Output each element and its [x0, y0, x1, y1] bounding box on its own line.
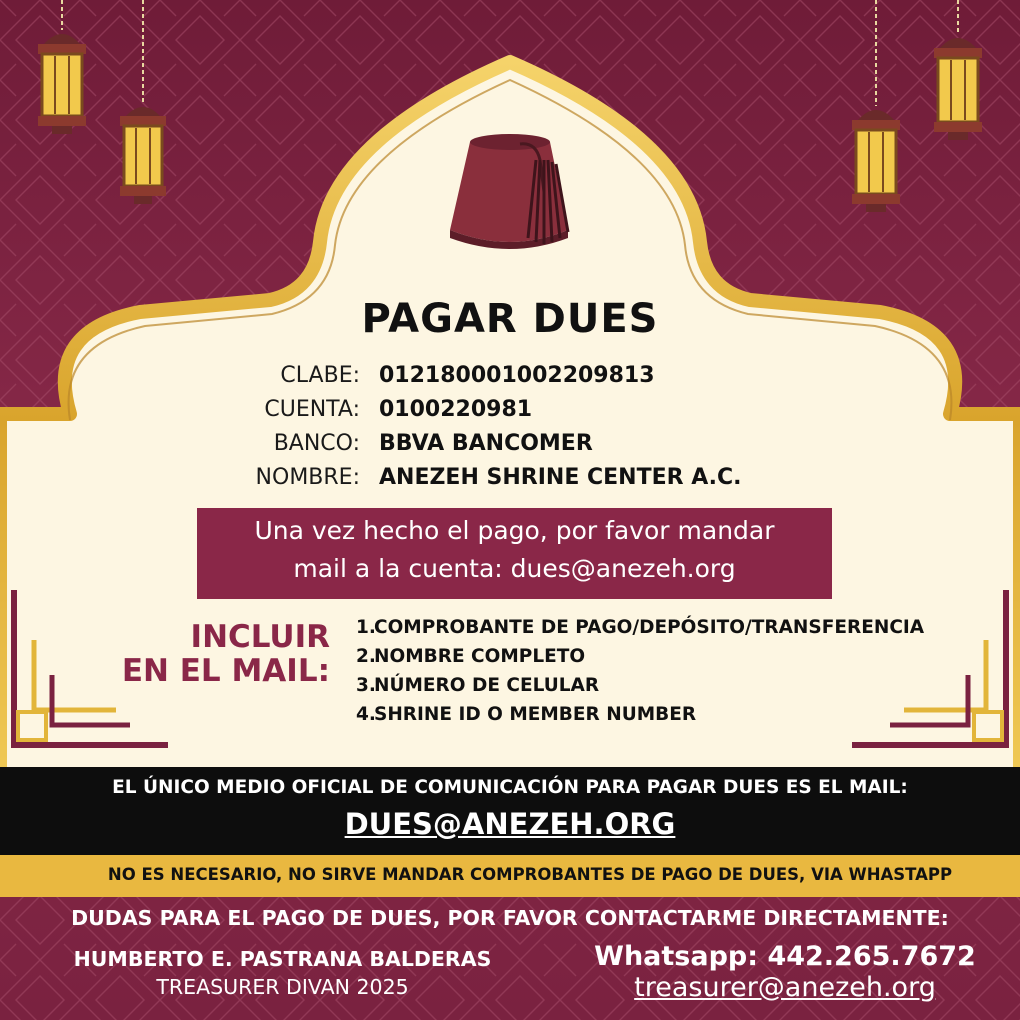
list-item: 1.COMPROBANTE DE PAGO/DEPÓSITO/TRANSFERENCIA: [356, 617, 925, 638]
include-heading: [118, 620, 330, 688]
clabe-value: 012180001002209813: [379, 363, 655, 388]
cuenta-label: CUENTA:: [264, 397, 360, 422]
list-item: 2.NOMBRE COMPLETO: [356, 646, 586, 667]
page-title: PAGAR DUES: [361, 296, 659, 342]
warning-band: [0, 855, 1020, 897]
contact-name: HUMBERTO E. PASTRANA BALDERAS: [73, 947, 492, 971]
nombre-label: NOMBRE:: [255, 465, 360, 490]
include-heading-line-1: INCLUIR: [190, 619, 330, 655]
banco-value: BBVA BANCOMER: [379, 431, 593, 456]
official-channel-band: [0, 767, 1020, 855]
list-item: 4.SHRINE ID O MEMBER NUMBER: [356, 704, 697, 725]
include-heading-line-2: EN EL MAIL:: [121, 653, 330, 689]
lantern-icon: [852, 0, 900, 212]
contact-role: TREASURER DIVAN 2025: [156, 975, 409, 999]
contact-email-link[interactable]: treasurer@anezeh.org: [634, 972, 936, 1003]
notice-line-1: Una vez hecho el pago, por favor mandar: [254, 516, 775, 545]
nombre-value: ANEZEH SHRINE CENTER A.C.: [379, 465, 742, 490]
corner-ornament-icon: [848, 590, 1013, 755]
warning-text: NO ES NECESARIO, NO SIRVE MANDAR COMPROBANTES DE PAGO DE DUES, VIA WHASTAPP: [107, 865, 953, 884]
lantern-icon: [934, 0, 982, 140]
notice-line-2: mail a la cuenta: dues@anezeh.org: [293, 554, 736, 583]
fez-hat-icon: [440, 130, 585, 260]
contact-heading: DUDAS PARA EL PAGO DE DUES, POR FAVOR CONTACTARME DIRECTAMENTE:: [71, 906, 949, 930]
notice-box: [197, 508, 832, 599]
list-item: 3.NÚMERO DE CELULAR: [356, 675, 600, 696]
banco-label: BANCO:: [273, 431, 360, 456]
clabe-label: CLABE:: [280, 363, 360, 388]
lantern-icon: [38, 0, 86, 134]
official-channel-text: EL ÚNICO MEDIO OFICIAL DE COMUNICACIÓN PARA PAGAR DUES ES EL MAIL:: [112, 777, 908, 798]
cuenta-value: 0100220981: [379, 397, 533, 422]
contact-whatsapp[interactable]: Whatsapp: 442.265.7672: [594, 941, 976, 972]
official-email-link[interactable]: DUES@ANEZEH.ORG: [344, 807, 676, 841]
lantern-icon: [120, 0, 166, 204]
